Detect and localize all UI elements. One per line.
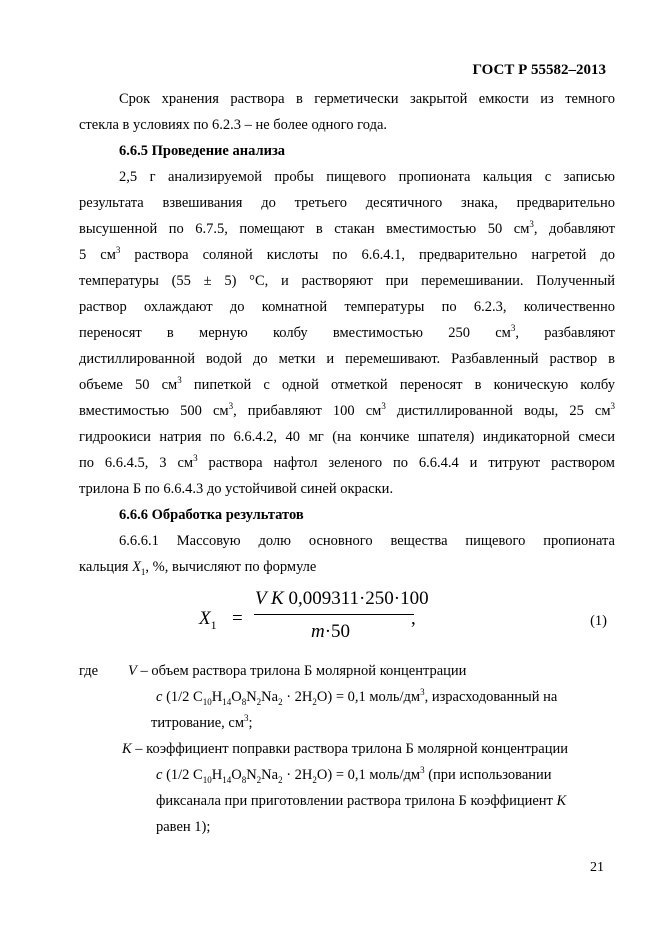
formula-lhs: $X_1$ xyxy=(199,608,217,632)
analysis-line2: результата взвешивания до третьего десятичного знака, предварительно xyxy=(79,195,615,211)
analysis-line10: вместимостью 500 $см^3$, прибавляют 100 $см^3$ дистиллированной воды, 25 $см^3$ xyxy=(79,401,615,419)
analysis-line8: дистиллированной водой до метки и перемешивают. Разбавленный раствор в xyxy=(79,351,615,367)
definition-k-line1: K – коэффициент поправки раствора трилона Б молярной концентрации xyxy=(122,741,569,757)
analysis-line9: объеме 50 $см^3$ пипеткой с одной отметкой переносят в коническую колбу xyxy=(79,375,615,393)
formula-block xyxy=(79,584,615,648)
storage-paragraph-line1: Срок хранения раствора в герметически закрытой емкости из темного xyxy=(119,91,615,107)
page-number: 21 xyxy=(590,860,604,875)
definition-v-line3: титрование, $см^3$; xyxy=(151,713,253,731)
variable-definitions xyxy=(79,658,615,840)
definition-k-line3: фиксанала при приготовлении раствора трилона Б коэффициент K xyxy=(156,793,567,809)
analysis-line5: температуры (55 ± 5) °С, и растворяют при перемешивании. Полученный xyxy=(79,273,615,289)
fraction-bar xyxy=(254,614,414,615)
document-body xyxy=(79,86,615,840)
analysis-line7: переносят в мерную колбу вместимостью 250 $см^3$, разбавляют xyxy=(79,323,615,341)
definition-k xyxy=(79,736,615,840)
where-label: где xyxy=(79,663,99,679)
section-6-6-5-heading: 6.6.5 Проведение анализа xyxy=(119,143,286,159)
analysis-line12: по 6.6.4.5, 3 $см^3$ раствора нафтол зеленого по 6.6.4.4 и титруют раствором xyxy=(79,453,615,471)
analysis-line3: высушенной по 6.7.5, помещают в стакан вместимостью 50 $см^3$, добавляют xyxy=(79,219,615,237)
analysis-line13: трилона Б по 6.6.4.3 до устойчивой синей окраски. xyxy=(79,481,394,497)
mass-fraction-line1: 6.6.6.1 Массовую долю основного вещества пищевого пропионата xyxy=(119,533,615,549)
mass-fraction-line2: кальция $X_1$, %, вычисляют по формуле xyxy=(79,559,317,577)
definition-v-line2: c (1/2 $C_{10}H_{14}O_8N_2Na_2 \cdot 2H_2O) = 0,1$ моль/$дм^3$, израсходованный на xyxy=(156,687,558,707)
formula-equals: = xyxy=(232,608,243,629)
definition-k-line2: c (1/2 $C_{10}H_{14}O_8N_2Na_2 \cdot 2H_2O) = 0,1$ моль/$дм^3$ (при использовании xyxy=(156,765,552,785)
formula-denominator: m·50 xyxy=(311,621,351,642)
definition-k-line4: равен 1); xyxy=(156,819,211,835)
definition-v-line1: V – объем раствора трилона Б молярной концентрации xyxy=(128,663,467,679)
standard-header: ГОСТ Р 55582–2013 xyxy=(472,62,606,78)
formula-numerator: V K 0,009311·250·100 xyxy=(255,588,429,609)
analysis-line1: 2,5 г анализируемой пробы пищевого пропионата кальция с записью xyxy=(119,169,615,185)
definition-v xyxy=(79,658,615,736)
formula-number: (1) xyxy=(590,613,607,629)
analysis-line11: гидроокиси натрия по 6.6.4.2, 40 мг (на кончике шпателя) индикаторной смеси xyxy=(79,429,615,445)
analysis-line4: 5 $см^3$ раствора соляной кислоты по 6.6.4.1, предварительно нагретой до xyxy=(79,245,615,263)
storage-paragraph-line2: стекла в условиях по 6.2.3 – не более одного года. xyxy=(79,117,388,133)
analysis-line6: раствор охлаждают до комнатной температуры по 6.2.3, количественно xyxy=(79,299,615,315)
formula-comma: , xyxy=(411,608,416,629)
section-6-6-6-heading: 6.6.6 Обработка результатов xyxy=(119,507,304,523)
